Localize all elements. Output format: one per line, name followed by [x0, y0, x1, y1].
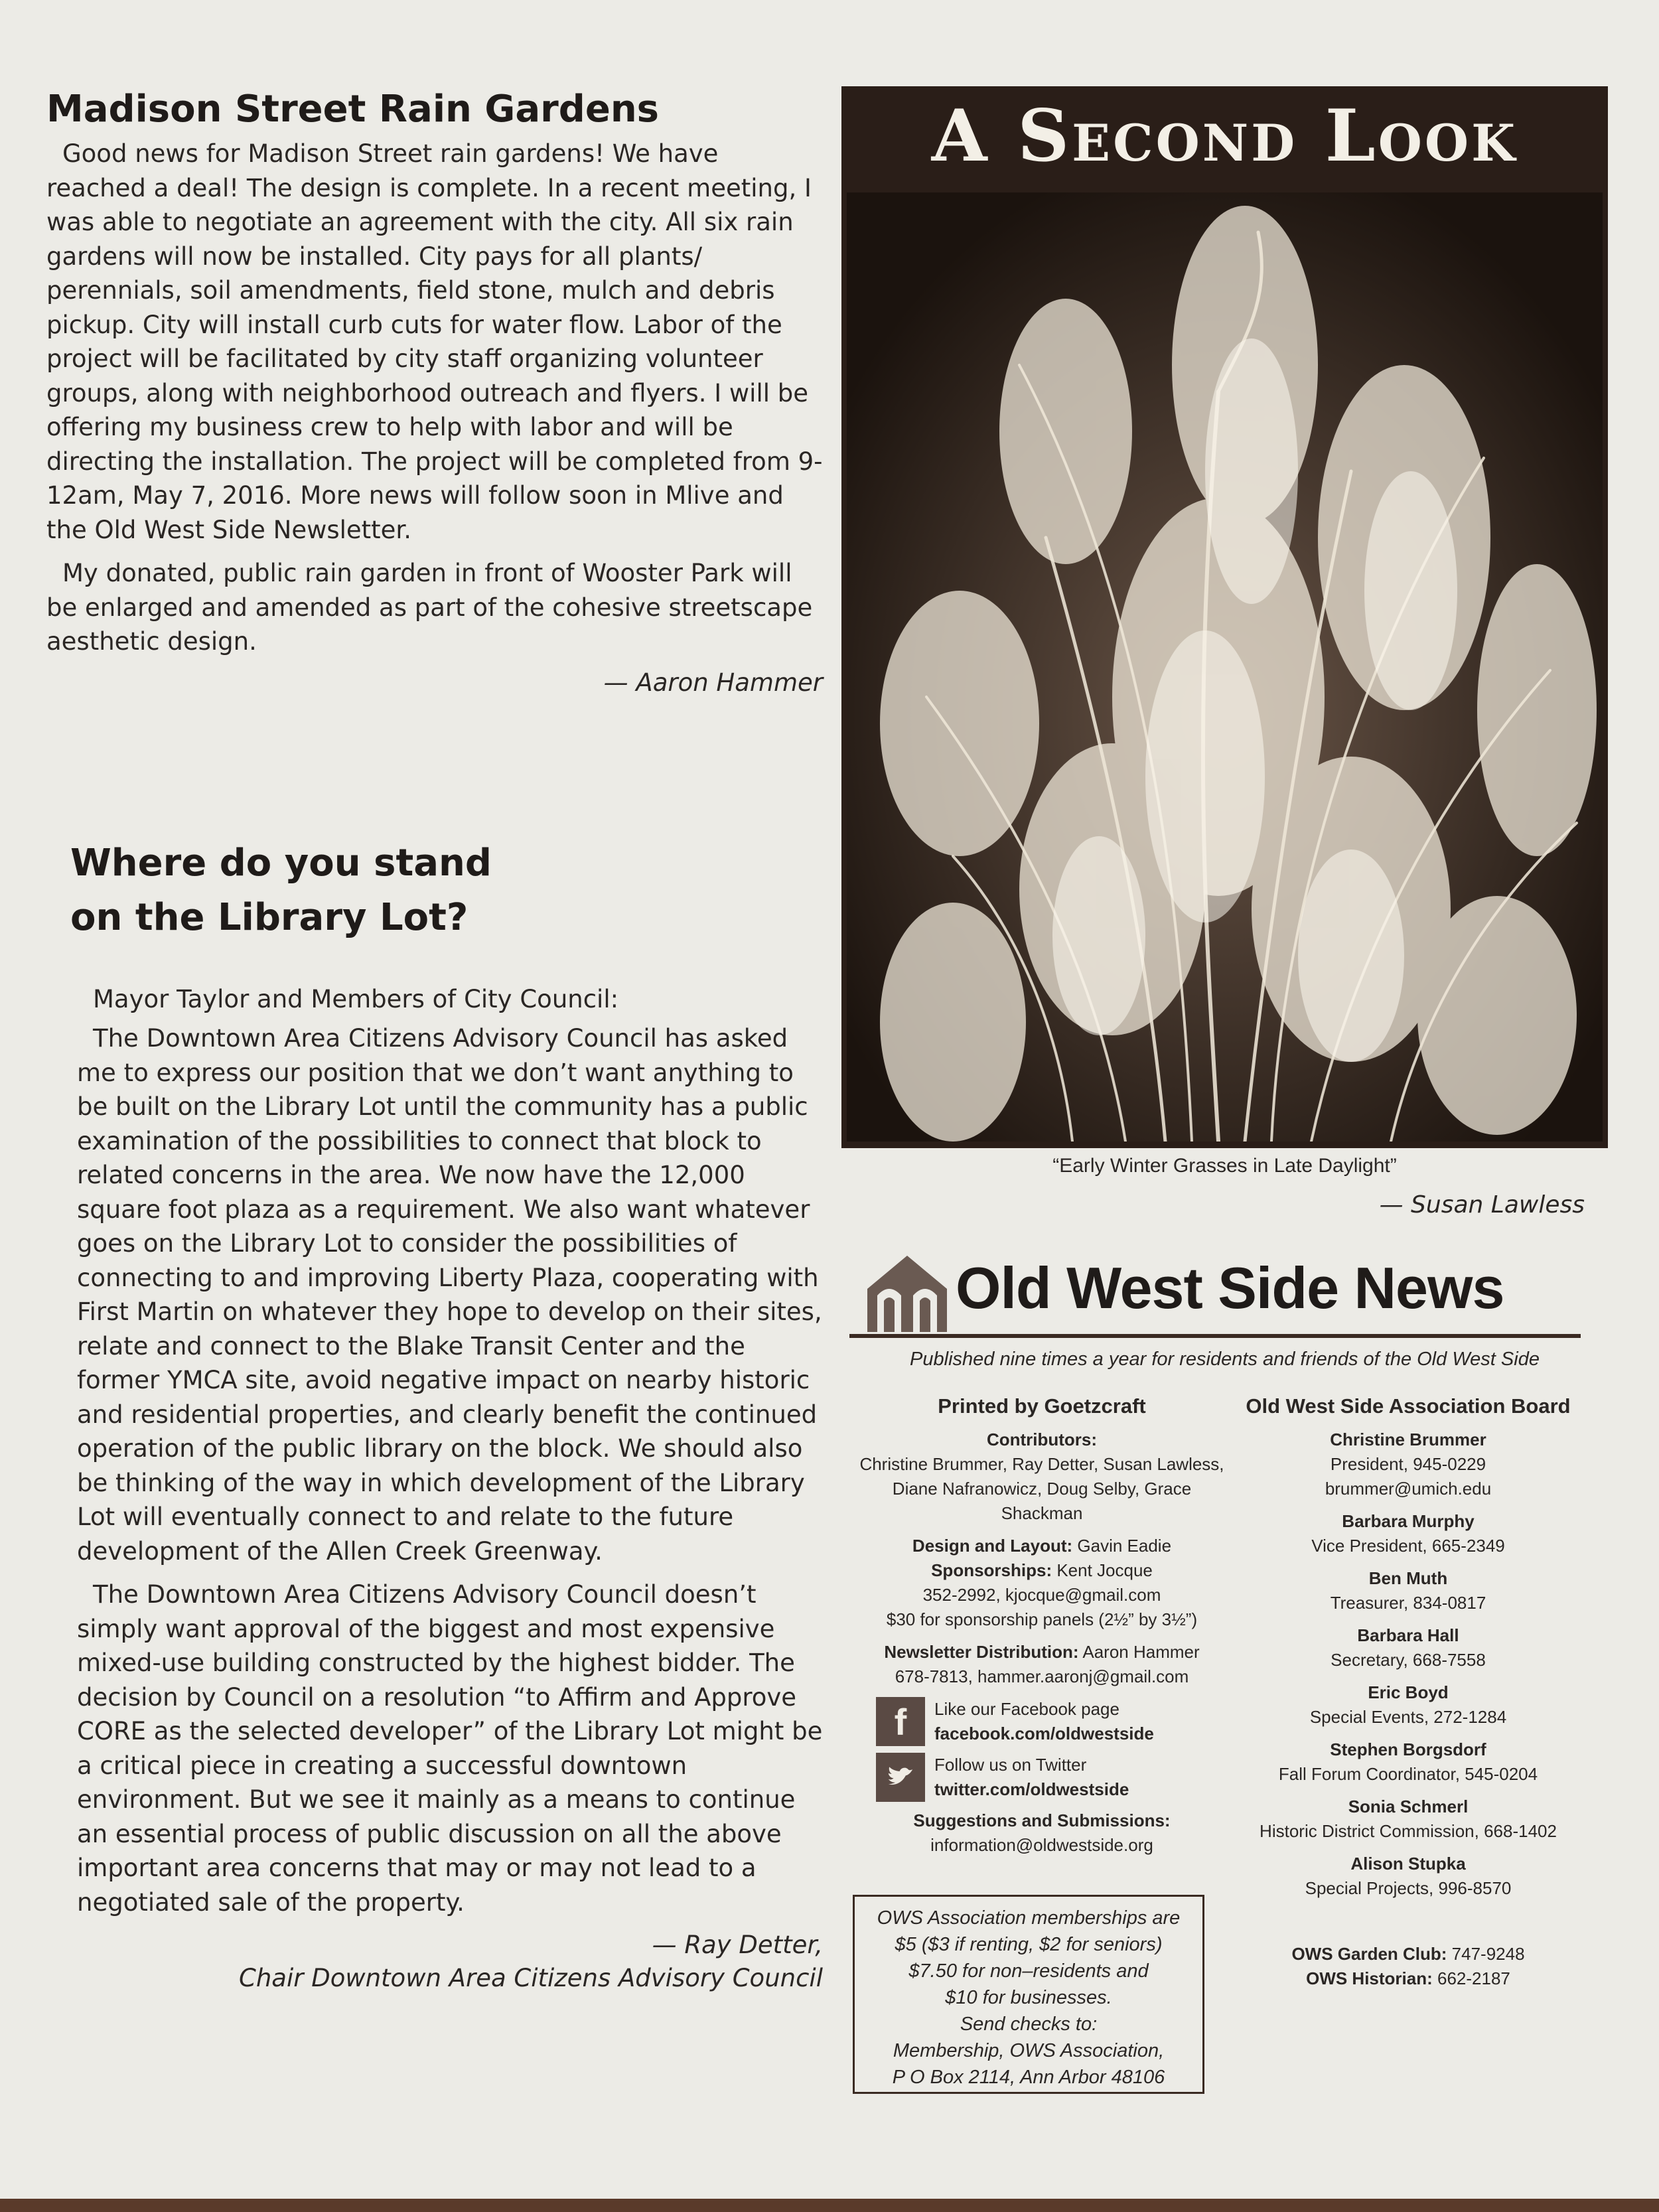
historian-line	[1236, 1966, 1581, 1991]
member-role: Historic District Commission, 668-1402	[1260, 1821, 1557, 1841]
board-member	[1236, 1623, 1581, 1672]
banner	[841, 86, 1608, 186]
member-role: Special Events, 272-1284	[1309, 1707, 1507, 1727]
facebook-text: Like our Facebook page	[934, 1699, 1119, 1719]
grasses-photo	[847, 192, 1603, 1142]
contributors-names: Diane Nafranowicz, Doug Selby, Grace Shackman	[892, 1479, 1192, 1523]
article-body-library-lot	[46, 982, 823, 1920]
member-name: Sonia Schmerl	[1348, 1797, 1469, 1816]
membership-line: $10 for businesses.	[945, 1987, 1112, 2008]
page-edge	[0, 2199, 1659, 2212]
facebook-icon: f	[876, 1697, 925, 1746]
garden-club-line	[1236, 1942, 1581, 1966]
historian-label: OWS Historian:	[1306, 1968, 1433, 1988]
member-name: Barbara Murphy	[1342, 1511, 1475, 1531]
signature-title: Chair Downtown Area Citizens Advisory Council	[239, 1964, 823, 1992]
board-member	[1236, 1428, 1581, 1501]
board-member	[1236, 1852, 1581, 1901]
article-body-rain-gardens	[46, 137, 823, 659]
title-line: on the Library Lot?	[70, 895, 469, 939]
facebook-url: facebook.com/oldwestside	[934, 1724, 1154, 1743]
member-email[interactable]: brummer@umich.edu	[1325, 1479, 1492, 1499]
member-name: Stephen Borgsdorf	[1330, 1739, 1486, 1759]
design-block	[856, 1534, 1228, 1632]
contributors-names: Christine Brummer, Ray Detter, Susan Lawless,	[859, 1454, 1224, 1474]
member-name: Ben Muth	[1368, 1568, 1448, 1588]
house-arches-logo-icon	[864, 1249, 950, 1334]
distribution-value: Aaron Hammer	[1082, 1642, 1200, 1662]
membership-line: $7.50 for non–residents and	[908, 1960, 1149, 1982]
grasses-illustration	[847, 192, 1603, 1142]
member-role: Secretary, 668-7558	[1331, 1650, 1486, 1670]
membership-line: P O Box 2114, Ann Arbor 48106	[892, 2067, 1165, 2088]
masthead	[856, 1241, 1586, 1341]
twitter-text: Follow us on Twitter	[934, 1755, 1087, 1775]
contributors-block	[856, 1428, 1228, 1526]
distribution-block	[856, 1640, 1228, 1689]
board-heading: Old West Side Association Board	[1246, 1394, 1571, 1418]
association-board	[1236, 1394, 1581, 1991]
photo-credit: — Susan Lawless	[1379, 1191, 1585, 1218]
board-member	[1236, 1509, 1581, 1558]
member-name: Eric Boyd	[1368, 1682, 1449, 1702]
salutation: Mayor Taylor and Members of City Council:	[93, 984, 619, 1013]
paragraph: The Downtown Area Citizens Advisory Council doesn’t simply want approval of the biggest and most expensive mixed-use building constructed by the highest bidder. The decision by Council on a resolution “to Affirm and Approve CORE as the selected developer” of the Library Lot might be a critical piece in creating a successful downtown environment. But we see it mainly as a means to continue an essential process of public discussion on all the above important area concerns that may or may not lead to a negotiated sale of the property.	[77, 1580, 823, 1917]
board-member	[1236, 1795, 1581, 1844]
member-name: Alison Stupka	[1350, 1854, 1466, 1874]
membership-line: $5 ($3 if renting, $2 for seniors)	[895, 1934, 1163, 1955]
membership-line: Membership, OWS Association,	[893, 2040, 1165, 2061]
twitter-url: twitter.com/oldwestside	[934, 1779, 1129, 1799]
board-member	[1236, 1680, 1581, 1730]
membership-line: Send checks to:	[960, 2014, 1098, 2035]
member-role: Treasurer, 834-0817	[1330, 1593, 1486, 1613]
banner-title: A Second Look	[931, 94, 1518, 178]
distribution-contact: 678-7813, hammer.aaronj@gmail.com	[895, 1666, 1189, 1686]
garden-club-label: OWS Garden Club:	[1291, 1944, 1447, 1964]
board-member	[1236, 1737, 1581, 1787]
twitter-bird-icon	[876, 1753, 925, 1802]
masthead-rule	[849, 1334, 1581, 1338]
contributors-label: Contributors:	[986, 1430, 1098, 1449]
sponsorships-value: Kent Jocque	[1056, 1560, 1153, 1580]
photo-feature	[841, 86, 1608, 1148]
board-member	[1236, 1566, 1581, 1615]
signature-aaron-hammer: — Aaron Hammer	[603, 668, 823, 697]
member-role: President, 945-0229	[1330, 1454, 1486, 1474]
distribution-label: Newsletter Distribution:	[884, 1642, 1079, 1662]
sponsorships-contact: 352-2992, kjocque@gmail.com	[922, 1585, 1161, 1605]
photo-caption: “Early Winter Grasses in Late Daylight”	[1052, 1155, 1397, 1177]
membership-line: OWS Association memberships are	[877, 1907, 1181, 1929]
masthead-tagline: Published nine times a year for residents and friends of the Old West Side	[910, 1349, 1540, 1370]
suggestions-label: Suggestions and Submissions:	[913, 1810, 1171, 1830]
left-column	[46, 86, 823, 1995]
sponsorships-label: Sponsorships:	[931, 1560, 1052, 1580]
signature-ray-detter: — Ray Detter,	[652, 1931, 823, 1959]
paragraph: My donated, public rain garden in front of Wooster Park will be enlarged and amended as part of the cohesive streetscape aesthetic design.	[46, 559, 813, 656]
printed-by: Printed by Goetzcraft	[938, 1394, 1146, 1418]
masthead-title: Old West Side News	[956, 1255, 1504, 1321]
historian-phone: 662-2187	[1437, 1968, 1510, 1988]
article-title-rain-gardens: Madison Street Rain Gardens	[46, 88, 660, 131]
design-label: Design and Layout:	[912, 1536, 1073, 1556]
member-role: Fall Forum Coordinator, 545-0204	[1278, 1764, 1538, 1784]
member-role: Special Projects, 996-8570	[1305, 1878, 1512, 1898]
twitter-link[interactable]	[876, 1753, 1228, 1802]
paragraph: Good news for Madison Street rain gardens! We have reached a deal! The design is complete. In a recent meeting, I was able to negotiate an agreement with the city. All six rain gardens will now be installed. City pays for all plants/ perennials, soil amendments, field stone, mulch and debris pickup. City will install curb cuts for water flow. Labor of the project will be facilitated by city staff organizing volunteer groups, along with neighborhood outreach and flyers. I will be offering my business crew to help with labor and will be directing the installation. The project will be completed from 9-12am, May 7, 2016. More news will follow soon in Mlive and the Old West Side Newsletter.	[46, 139, 823, 544]
article-title-library-lot	[70, 836, 823, 945]
suggestions-email[interactable]: information@oldwestside.org	[930, 1835, 1153, 1855]
member-name: Christine Brummer	[1330, 1430, 1486, 1449]
title-line: Where do you stand	[70, 841, 492, 885]
facebook-link[interactable]	[876, 1697, 1228, 1746]
member-name: Barbara Hall	[1357, 1625, 1459, 1645]
publication-info	[856, 1394, 1228, 1866]
garden-club-phone: 747-9248	[1451, 1944, 1525, 1964]
design-value: Gavin Eadie	[1077, 1536, 1172, 1556]
membership-box	[853, 1895, 1204, 2094]
suggestions-block	[856, 1808, 1228, 1858]
member-role: Vice President, 665-2349	[1311, 1536, 1505, 1556]
paragraph: The Downtown Area Citizens Advisory Council has asked me to express our position that we don’t want anything to be built on the Library Lot until the community has a public examination of the possibilities to connect that block to related concerns in the area. We now have the 12,000 square foot plaza as a requirement. We also want whatever goes on the Library Lot to consider the possibilities of connecting to and improving Liberty Plaza, cooperating with First Martin on whatever they hope to develop on their sites, relate and connect to the Blake Transit Center and the former YMCA site, avoid negative impact on nearby historic and residential properties, and clearly benefit the continued operation of the public library on the block. We should also be thinking of the way in which development of the Library Lot will eventually connect to and relate to the future development of the Allen Creek Greenway.	[77, 1024, 822, 1566]
sponsorships-price: $30 for sponsorship panels (2½” by 3½”)	[886, 1609, 1198, 1629]
